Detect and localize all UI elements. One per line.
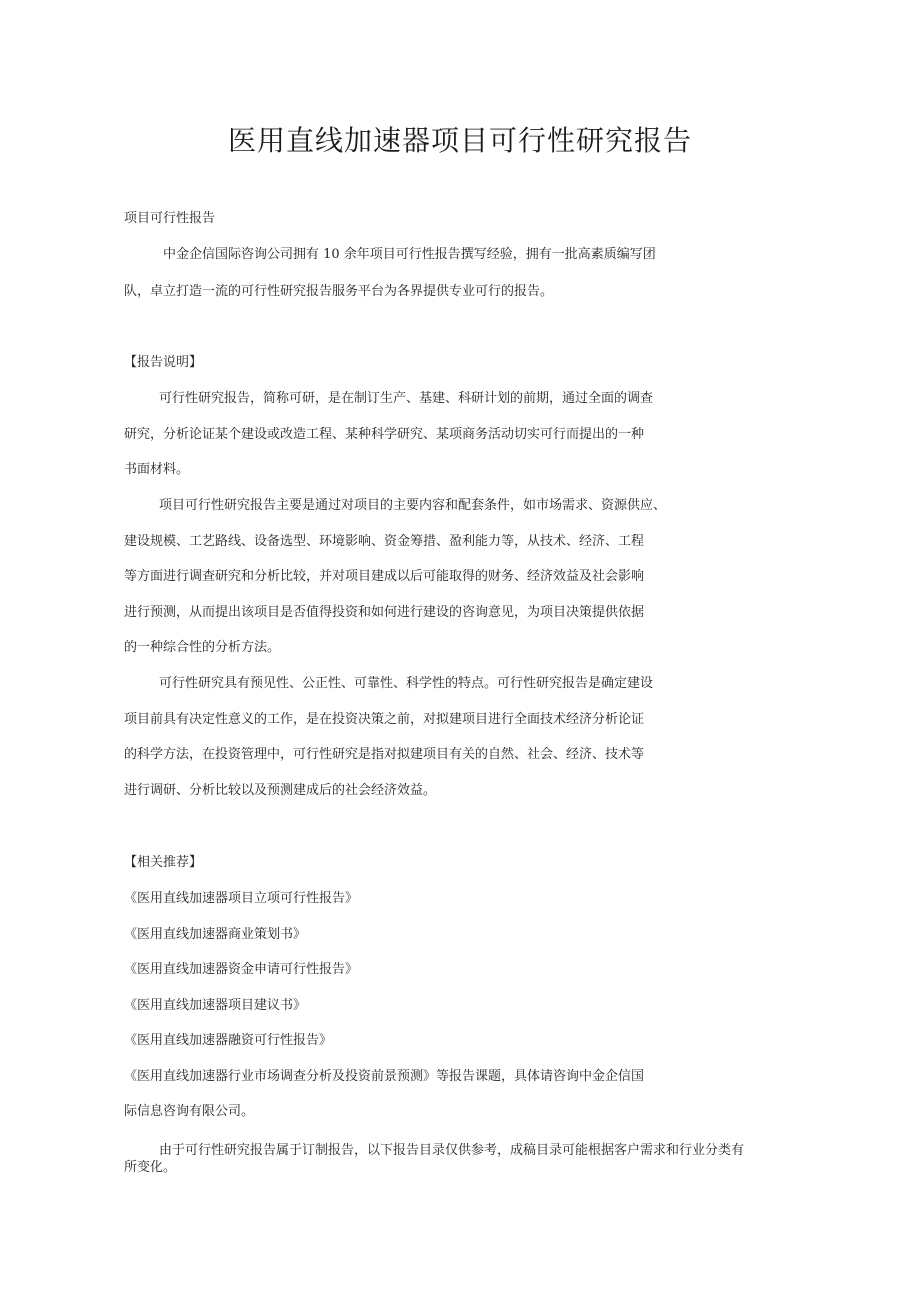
related-item: 《医用直线加速器商业策划书》 [124, 927, 307, 942]
related-item: 《医用直线加速器资金申请可行性报告》 [124, 962, 359, 977]
paragraph-line: 等方面进行调查研究和分析比较，并对项目建成以后可能取得的财务、经济效益及社会影响 [124, 569, 645, 584]
related-item: 《医用直线加速器项目立项可行性报告》 [124, 891, 359, 906]
paragraph-line: 可行性研究报告，简称可研，是在制订生产、基建、科研计划的前期，通过全面的调查 [159, 391, 654, 406]
paragraph-line: 进行调研、分析比较以及预测建成后的社会经济效益。 [124, 783, 437, 798]
intro-line: 中金企信国际咨询公司拥有 10 余年项目可行性报告撰写经验，拥有一批高素质编写团 [163, 247, 656, 262]
paragraph-line: 可行性研究具有预见性、公正性、可靠性、科学性的特点。可行性研究报告是确定建设 [159, 676, 654, 691]
related-item: 《医用直线加速器行业市场调查分析及投资前景预测》等报告课题，具体请咨询中金企信国 [124, 1069, 645, 1084]
related-item: 际信息咨询有限公司。 [124, 1104, 255, 1119]
paragraph-line: 进行预测，从而提出该项目是否值得投资和如何进行建设的咨询意见，为项目决策提供依据 [124, 605, 645, 620]
page-title: 医用直线加速器项目可行性研究报告 [227, 124, 692, 157]
section-heading-report-desc: 【报告说明】 [124, 355, 203, 370]
related-item: 《医用直线加速器项目建议书》 [124, 998, 307, 1013]
intro-line: 队，卓立打造一流的可行性研究报告服务平台为各界提供专业可行的报告。 [124, 284, 554, 299]
paragraph-line: 项目可行性研究报告主要是通过对项目的主要内容和配套条件，如市场需求、资源供应、 [159, 498, 667, 513]
related-item: 《医用直线加速器融资可行性报告》 [124, 1033, 333, 1048]
paragraph-line: 书面材料。 [124, 462, 190, 477]
paragraph-line: 建设规模、工艺路线、设备选型、环境影响、资金筹措、盈利能力等，从技术、经济、工程 [124, 534, 645, 549]
paragraph-line: 项目前具有决定性意义的工作，是在投资决策之前，对拟建项目进行全面技术经济分析论证 [124, 712, 645, 727]
paragraph-line: 研究，分析论证某个建设或改造工程、某种科学研究、某项商务活动切实可行而提出的一种 [124, 427, 645, 442]
section-heading-related: 【相关推荐】 [124, 855, 203, 870]
paragraph-line: 的科学方法，在投资管理中，可行性研究是指对拟建项目有关的自然、社会、经济、技术等 [124, 747, 645, 762]
paragraph-line: 的一种综合性的分析方法。 [124, 640, 281, 655]
intro-label: 项目可行性报告 [124, 211, 216, 226]
closing-paragraph: 由于可行性研究报告属于订制报告，以下报告目录仅供参考，成稿目录可能根据客户需求和行业分类有所变化。 [124, 1143, 745, 1175]
